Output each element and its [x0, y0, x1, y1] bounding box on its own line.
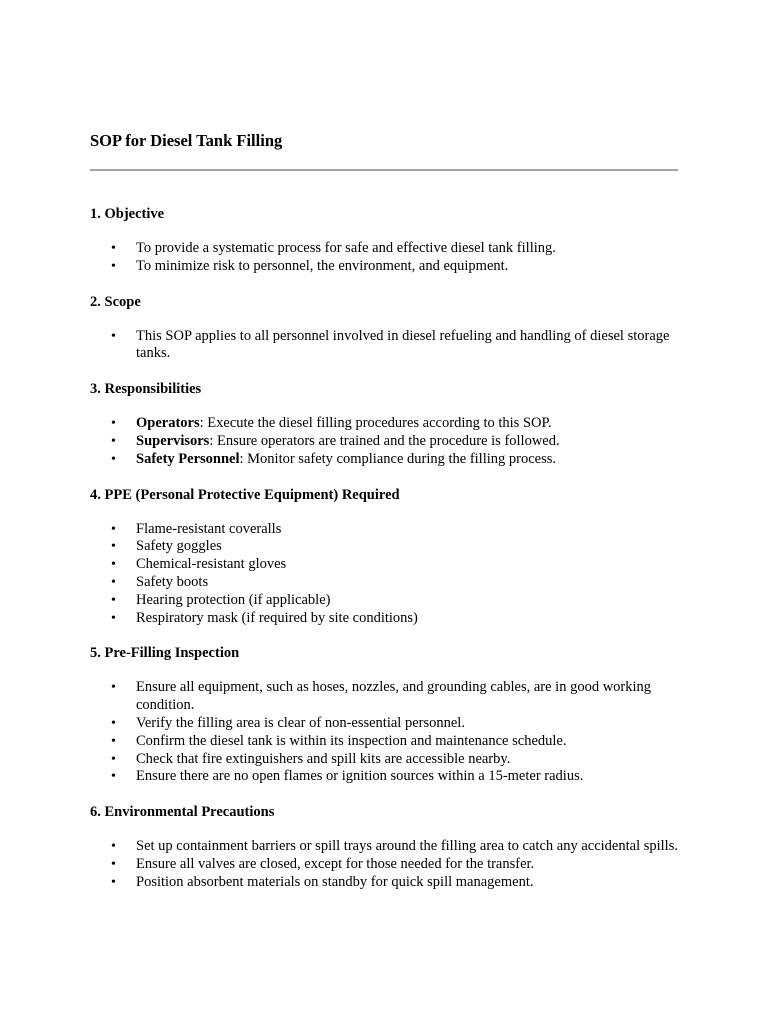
item-text: Safety boots — [136, 573, 209, 590]
bullet-icon: • — [111, 433, 116, 449]
bullet-icon: • — [111, 328, 116, 344]
list-item — [90, 592, 680, 610]
bullet-list — [90, 679, 680, 786]
list-item — [90, 751, 680, 769]
list-item — [90, 856, 680, 874]
title-divider — [90, 169, 678, 171]
list-item — [90, 451, 680, 469]
list-item — [90, 715, 680, 733]
item-text: Set up containment barriers or spill trays around the filling area to catch any accidental spills. — [136, 838, 678, 855]
list-item — [90, 240, 680, 258]
document-body — [90, 205, 680, 909]
item-term: Supervisors — [136, 432, 210, 449]
item-text: Flame-resistant coveralls — [136, 520, 282, 537]
page-title: SOP for Diesel Tank Filling — [90, 131, 283, 150]
section-heading: 5. Pre-Filling Inspection — [90, 645, 240, 662]
section-heading: 4. PPE (Personal Protective Equipment) Required — [90, 486, 400, 503]
item-text: Respiratory mask (if required by site conditions) — [136, 609, 418, 626]
item-text: To minimize risk to personnel, the environment, and equipment. — [136, 257, 509, 274]
list-item — [90, 768, 680, 786]
bullet-icon: • — [111, 521, 116, 537]
bullet-icon: • — [111, 416, 116, 432]
item-term: Safety Personnel — [136, 450, 240, 467]
section-heading: 3. Responsibilities — [90, 381, 202, 398]
bullet-icon: • — [111, 241, 116, 256]
bullet-icon: • — [111, 610, 116, 626]
list-item — [90, 415, 680, 433]
list-item — [90, 874, 680, 892]
bullet-icon: • — [111, 574, 116, 590]
bullet-icon: • — [111, 557, 116, 573]
item-text: To provide a systematic process for safe and effective diesel tank filling. — [136, 240, 556, 256]
bullet-icon: • — [111, 539, 116, 555]
bullet-icon: • — [111, 856, 116, 872]
list-item — [90, 328, 680, 364]
bullet-icon: • — [111, 733, 116, 749]
bullet-icon: • — [111, 839, 116, 855]
section-heading: 6. Environmental Precautions — [90, 804, 275, 821]
bullet-icon: • — [111, 258, 116, 274]
bullet-list — [90, 415, 680, 468]
list-item — [90, 258, 680, 276]
item-text: Ensure there are no open flames or ignition sources within a 15-meter radius. — [136, 768, 584, 785]
list-item — [90, 610, 680, 628]
list-item — [90, 838, 680, 856]
item-text: Position absorbent materials on standby for quick spill management. — [136, 873, 534, 890]
item-text: : Ensure operators are trained and the procedure is followed. — [209, 432, 560, 449]
item-text: Confirm the diesel tank is within its inspection and maintenance schedule. — [136, 732, 567, 749]
list-item — [90, 679, 680, 715]
item-text: Ensure all valves are closed, except for those needed for the transfer. — [136, 855, 535, 872]
item-text: Hearing protection (if applicable) — [136, 591, 331, 608]
item-text: Check that fire extinguishers and spill kits are accessible nearby. — [136, 750, 511, 767]
item-text: Chemical-resistant gloves — [136, 556, 287, 573]
item-text: : Monitor safety compliance during the filling process. — [239, 450, 557, 467]
bullet-list — [90, 521, 680, 628]
section-heading: 1. Objective — [90, 206, 165, 222]
item-text: : Execute the diesel filling procedures according to this SOP. — [199, 415, 552, 432]
item-term: Operators — [136, 415, 200, 432]
bullet-icon: • — [111, 592, 116, 608]
item-text: Safety goggles — [136, 538, 222, 555]
list-item — [90, 521, 680, 539]
bullet-icon: • — [111, 751, 116, 767]
item-text: Verify the filling area is clear of non-essential personnel. — [136, 714, 465, 731]
list-item — [90, 538, 680, 556]
list-item — [90, 433, 680, 451]
item-text: Ensure all equipment, such as hoses, nozzles, and grounding cables, are in good working condition. — [136, 679, 652, 714]
bullet-icon: • — [111, 769, 116, 785]
item-text: This SOP applies to all personnel involved in diesel refueling and handling of diesel storage tanks. — [136, 327, 670, 362]
section-heading: 2. Scope — [90, 293, 141, 310]
list-item — [90, 556, 680, 574]
list-item — [90, 733, 680, 751]
list-item — [90, 574, 680, 592]
bullet-list — [90, 240, 680, 276]
bullet-list — [90, 838, 680, 891]
bullet-icon: • — [111, 451, 116, 467]
bullet-list — [90, 328, 680, 364]
bullet-icon: • — [111, 680, 116, 696]
bullet-icon: • — [111, 715, 116, 731]
bullet-icon: • — [111, 874, 116, 890]
